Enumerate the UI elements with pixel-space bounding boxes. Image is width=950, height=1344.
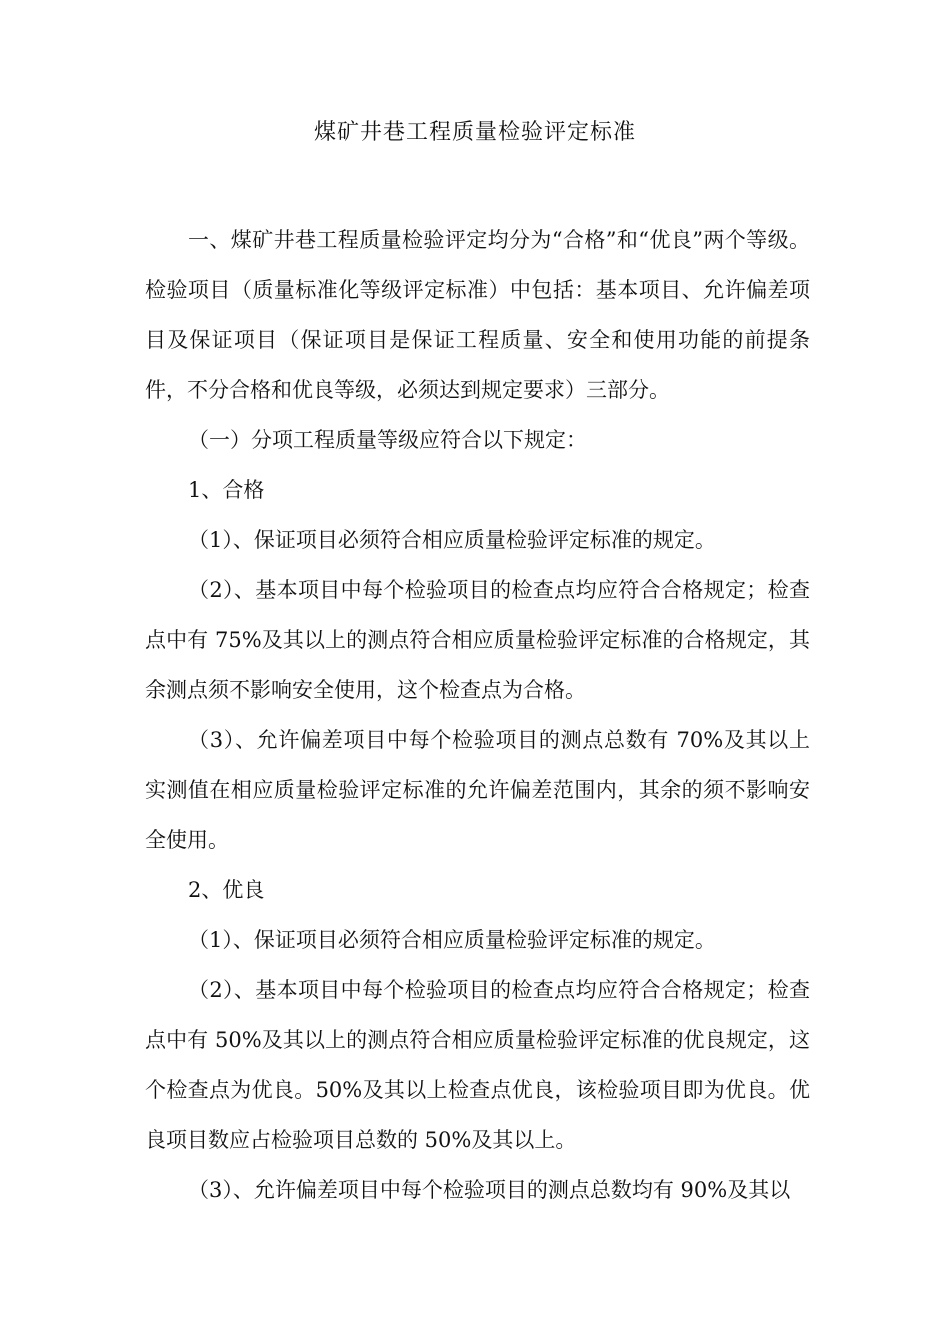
paragraph-excellent-3: （3）、允许偏差项目中每个检验项目的测点总数均有 90%及其以 xyxy=(188,1178,791,1202)
paragraph-qualified-2: （2）、基本项目中每个检验项目的检查点均应符合合格规定；检查点中有 75%及其以上的测点符合相应质量检验评定标准的合格规定，其余测点须不影响安全使用，这个检查点为合格。 xyxy=(145,578,810,702)
document-body xyxy=(145,215,810,1215)
paragraph-grading-overview: 一、煤矿井巷工程质量检验评定均分为“合格”和“优良”两个等级。检验项目（质量标准化等级评定标准）中包括：基本项目、允许偏差项目及保证项目（保证项目是保证工程质量、安全和使用功能的前提条件，不分合格和优良等级，必须达到规定要求）三部分。 xyxy=(145,228,810,402)
heading-excellent: 2、优良 xyxy=(188,878,265,902)
paragraph-excellent-1: （1）、保证项目必须符合相应质量检验评定标准的规定。 xyxy=(188,928,716,952)
paragraph-excellent-2: （2）、基本项目中每个检验项目的检查点均应符合合格规定；检查点中有 50%及其以上的测点符合相应质量检验评定标准的优良规定，这个检查点为优良。50%及其以上检查点优良，该检验项目即为优良。优良项目数应占检验项目总数的 50%及其以上。 xyxy=(145,978,810,1152)
heading-qualified: 1、合格 xyxy=(188,478,265,502)
paragraph-subitem-rules: （一）分项工程质量等级应符合以下规定： xyxy=(188,428,587,452)
paragraph-qualified-3: （3）、允许偏差项目中每个检验项目的测点总数有 70%及其以上实测值在相应质量检验评定标准的允许偏差范围内，其余的须不影响安全使用。 xyxy=(145,728,810,852)
document-title: 煤矿井巷工程质量检验评定标准 xyxy=(313,120,636,145)
paragraph-qualified-1: （1）、保证项目必须符合相应质量检验评定标准的规定。 xyxy=(188,528,716,552)
